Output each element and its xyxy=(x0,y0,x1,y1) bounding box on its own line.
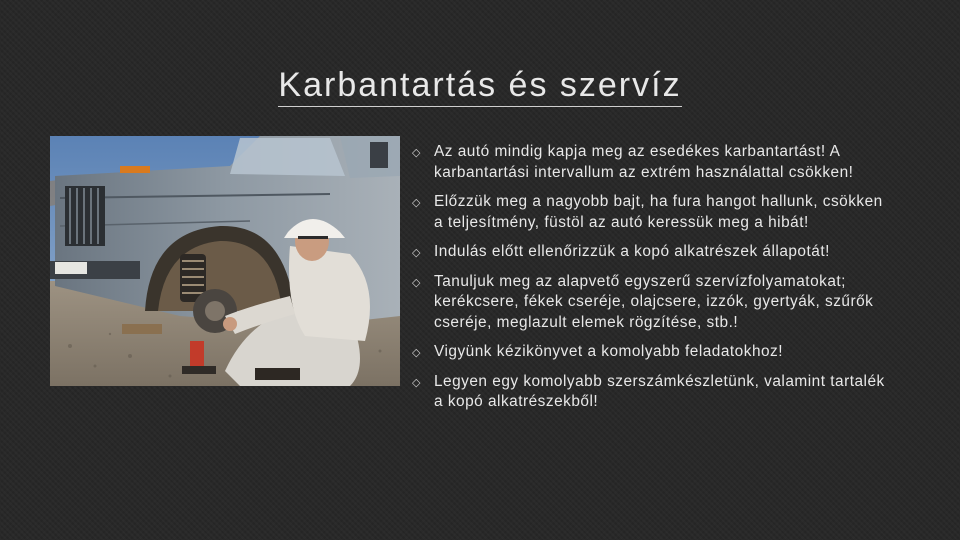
diamond-icon: ◇ xyxy=(412,147,421,159)
bullet-text: Legyen egy komolyabb szerszámkészletünk, valamint tartalék a kopó alkatrészekből! xyxy=(434,372,885,410)
diamond-icon: ◇ xyxy=(412,376,421,389)
bullet-text: Vigyünk kézikönyvet a komolyabb feladatokhoz! xyxy=(434,343,784,360)
bullet-item xyxy=(412,142,892,183)
bullet-list xyxy=(412,142,892,422)
bullet-item xyxy=(412,342,892,363)
bullet-text: Az autó mindig kapja meg az esedékes karbantartást! A karbantartási intervallum az extrém használattal csökken! xyxy=(434,143,854,181)
bullet-item xyxy=(412,372,892,413)
diamond-icon: ◇ xyxy=(412,247,421,259)
diamond-icon: ◇ xyxy=(412,197,421,209)
bullet-item xyxy=(412,272,892,334)
bullet-text: Előzzük meg a nagyobb bajt, ha fura hangot hallunk, csökken a teljesítmény, füstöl az autó keressük meg a hibát! xyxy=(434,193,883,231)
bullet-text: Tanuljuk meg az alapvető egyszerű szervízfolyamatokat; kerékcsere, fékek cseréje, olajcsere, izzók, gyertyák, szűrők cseréje, meglazult elemek rögzítése, stb.! xyxy=(434,272,874,331)
slide-title xyxy=(0,66,960,105)
slide-title-text: Karbantartás és szervíz xyxy=(278,66,681,107)
bullet-item xyxy=(412,192,892,233)
bullet-item xyxy=(412,242,892,263)
vehicle-repair-photo xyxy=(50,136,400,386)
diamond-icon: ◇ xyxy=(412,347,421,359)
diamond-icon: ◇ xyxy=(412,276,421,289)
bullet-text: Indulás előtt ellenőrizzük a kopó alkatrészek állapotát! xyxy=(434,243,830,260)
